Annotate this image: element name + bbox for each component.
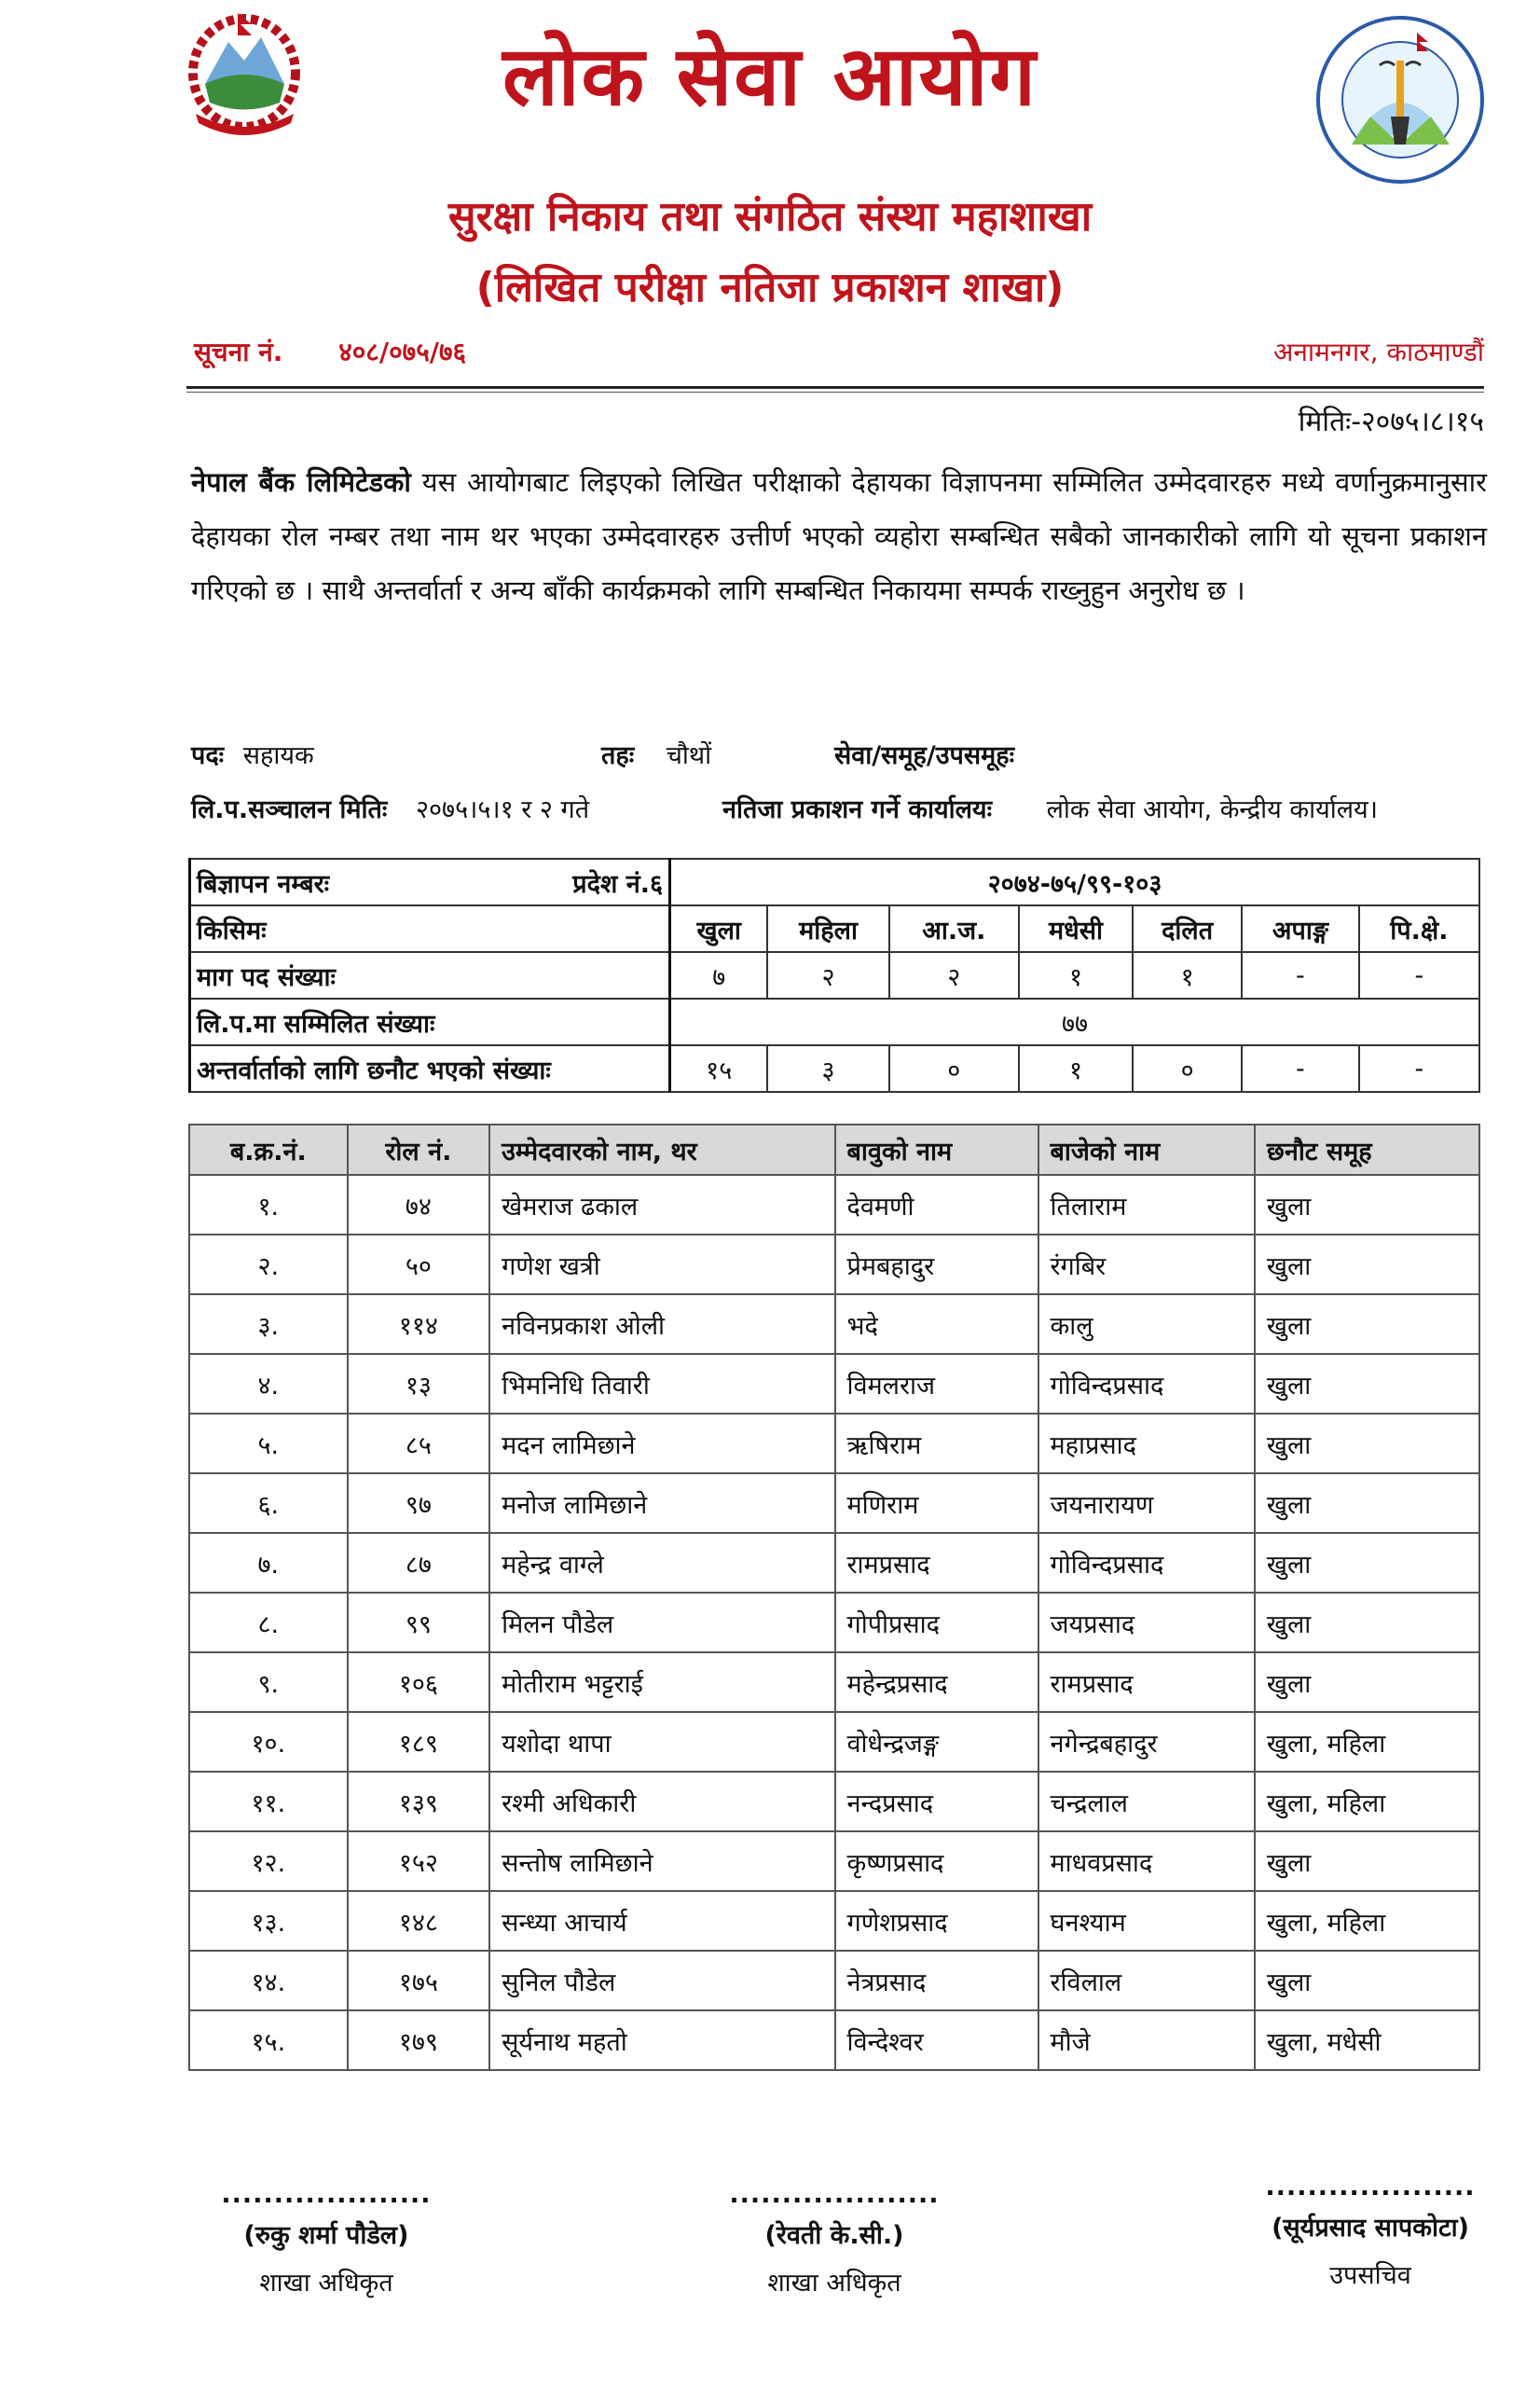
roll-number: १०६	[348, 1652, 489, 1712]
serial-number: ४.	[189, 1354, 348, 1414]
selected-count: १	[1019, 1045, 1133, 1092]
father-name: गणेशप्रसाद	[835, 1891, 1038, 1951]
column-header: छनौट समूह	[1255, 1125, 1479, 1175]
level-label: तहः	[601, 741, 635, 770]
table-row	[189, 2010, 1479, 2070]
selection-group: खुला	[1255, 1533, 1479, 1593]
table-row	[189, 1235, 1479, 1294]
address: अनामनगर, काठमाण्डौं	[1272, 337, 1484, 367]
results-header-row	[189, 1125, 1479, 1175]
roll-number: १७५	[348, 1951, 489, 2010]
ad-number: २०७४-७५/९९-१०३	[670, 859, 1480, 905]
selection-group: खुला	[1255, 1652, 1479, 1712]
serial-number: १४.	[189, 1951, 348, 2010]
roll-number: ७४	[348, 1175, 489, 1235]
column-header: ब.क्र.नं.	[189, 1125, 348, 1175]
candidate-name: मनोज लामिछाने	[489, 1473, 834, 1533]
father-name: भदे	[835, 1294, 1038, 1354]
roll-number: ९९	[348, 1593, 489, 1652]
selection-group: खुला, मधेसी	[1255, 2010, 1479, 2070]
roll-number: १४८	[348, 1891, 489, 1951]
grandfather-name: तिलाराम	[1038, 1175, 1255, 1235]
notice-label: सूचना नं.	[194, 337, 283, 367]
selection-group: खुला	[1255, 1294, 1479, 1354]
type-label: किसिमः	[190, 905, 670, 952]
demand-count: २	[889, 952, 1019, 999]
demand-count: ७	[670, 952, 768, 999]
exam-date-label: लि.प.सञ्चालन मितिः	[191, 795, 388, 824]
table-row	[189, 1891, 1479, 1951]
category-header: अपाङ्ग	[1242, 905, 1359, 952]
father-name: नेत्रप्रसाद	[835, 1951, 1038, 2010]
signature-block-3	[1231, 2173, 1510, 2291]
father-name: रामप्रसाद	[835, 1533, 1038, 1593]
category-header: आ.ज.	[889, 905, 1019, 952]
category-header: महिला	[767, 905, 888, 952]
summary-row-demand	[190, 952, 1480, 999]
grandfather-name: रामप्रसाद	[1038, 1652, 1255, 1712]
table-row	[189, 1414, 1479, 1473]
selection-group: खुला, महिला	[1255, 1712, 1479, 1772]
candidate-name: सन्तोष लामिछाने	[489, 1831, 834, 1891]
selection-group: खुला, महिला	[1255, 1772, 1479, 1831]
signatory-role: उपसचिव	[1329, 2261, 1411, 2290]
ad-label: बिज्ञापन नम्बरः	[197, 869, 330, 899]
grandfather-name: जयनारायण	[1038, 1473, 1255, 1533]
serial-number: २.	[189, 1235, 348, 1294]
candidate-name: नविनप्रकाश ओली	[489, 1294, 834, 1354]
office-label: नतिजा प्रकाशन गर्ने कार्यालयः	[722, 795, 993, 824]
summary-row-ad	[190, 859, 1480, 905]
table-row	[189, 1294, 1479, 1354]
selection-group: खुला	[1255, 1235, 1479, 1294]
table-row	[189, 1831, 1479, 1891]
summary-row-appeared	[190, 999, 1480, 1045]
ad-cell	[190, 859, 670, 905]
selection-group: खुला	[1255, 1593, 1479, 1652]
category-header: पि.क्षे.	[1359, 905, 1479, 952]
notice-date: मितिः-२०७५।८।१५	[1298, 406, 1484, 438]
category-header: खुला	[670, 905, 768, 952]
grandfather-name: गोविन्दप्रसाद	[1038, 1354, 1255, 1414]
selection-group: खुला	[1255, 1175, 1479, 1235]
grandfather-name: घनश्याम	[1038, 1891, 1255, 1951]
results-table	[188, 1124, 1480, 2071]
roll-number: ८७	[348, 1533, 489, 1593]
column-header: बावुको नाम	[835, 1125, 1038, 1175]
candidate-name: मिलन पौडेल	[489, 1593, 834, 1652]
serial-number: ६.	[189, 1473, 348, 1533]
selected-count: ३	[767, 1045, 888, 1092]
column-header: उम्मेदवारको नाम, थर	[489, 1125, 834, 1175]
post-value: सहायक	[242, 741, 314, 770]
selected-label: अन्तर्वार्ताको लागि छनौट भएको संख्याः	[190, 1045, 670, 1092]
grandfather-name: जयप्रसाद	[1038, 1593, 1255, 1652]
page-title: लोक सेवा आयोग	[502, 28, 1038, 124]
serial-number: ९.	[189, 1652, 348, 1712]
candidate-name: यशोदा थापा	[489, 1712, 834, 1772]
father-name: देवमणी	[835, 1175, 1038, 1235]
table-row	[189, 1533, 1479, 1593]
roll-number: १३९	[348, 1772, 489, 1831]
demand-count: १	[1133, 952, 1242, 999]
serial-number: १.	[189, 1175, 348, 1235]
demand-count: २	[767, 952, 888, 999]
grandfather-name: रंगबिर	[1038, 1235, 1255, 1294]
selected-count: -	[1242, 1045, 1359, 1092]
grandfather-name: चन्द्रलाल	[1038, 1772, 1255, 1831]
service-field	[834, 737, 1014, 771]
candidate-name: गणेश खत्री	[489, 1235, 834, 1294]
table-row	[189, 1473, 1479, 1533]
father-name: महेन्द्रप्रसाद	[835, 1652, 1038, 1712]
roll-number: १५२	[348, 1831, 489, 1891]
signatory-role: शाखा अधिकृत	[259, 2269, 393, 2298]
serial-number: ३.	[189, 1294, 348, 1354]
demand-count: १	[1019, 952, 1133, 999]
selection-group: खुला	[1255, 1354, 1479, 1414]
grandfather-name: नगेन्द्रबहादुर	[1038, 1712, 1255, 1772]
table-row	[189, 1951, 1479, 2010]
notice-number: ४०८/०७५/७६	[338, 337, 467, 367]
serial-number: १५.	[189, 2010, 348, 2070]
selected-count: ०	[1133, 1045, 1242, 1092]
grandfather-name: गोविन्दप्रसाद	[1038, 1533, 1255, 1593]
candidate-name: भिमनिधि तिवारी	[489, 1354, 834, 1414]
candidate-name: खेमराज ढकाल	[489, 1175, 834, 1235]
signature-block-2	[722, 2180, 946, 2298]
post-field	[191, 737, 314, 771]
header-divider	[186, 386, 1484, 389]
candidate-name: सूर्यनाथ महतो	[489, 2010, 834, 2070]
roll-number: १७९	[348, 2010, 489, 2070]
post-label: पदः	[191, 741, 225, 770]
demand-label: माग पद संख्याः	[190, 952, 670, 999]
father-name: प्रेमबहादुर	[835, 1235, 1038, 1294]
column-header: रोल नं.	[348, 1125, 489, 1175]
level-field	[601, 737, 711, 771]
selected-count: ०	[889, 1045, 1019, 1092]
serial-number: १२.	[189, 1831, 348, 1891]
appeared-label: लि.प.मा सम्मिलित संख्याः	[190, 999, 670, 1045]
father-name: विमलराज	[835, 1354, 1038, 1414]
office-field	[722, 791, 1378, 825]
roll-number: १३	[348, 1354, 489, 1414]
signatory-name: (रेवती के.सी.)	[764, 2221, 904, 2250]
signature-line: ....................	[729, 2180, 940, 2209]
selection-group: खुला	[1255, 1414, 1479, 1473]
serial-number: ५.	[189, 1414, 348, 1473]
roll-number: ८५	[348, 1414, 489, 1473]
notice-paragraph	[191, 455, 1487, 617]
table-row	[189, 1593, 1479, 1652]
roll-number: ५०	[348, 1235, 489, 1294]
father-name: नन्दप्रसाद	[835, 1772, 1038, 1831]
signature-line: ....................	[221, 2180, 432, 2209]
exam-date-value: २०७५।५।१ र २ गते	[415, 795, 590, 824]
roll-number: ११४	[348, 1294, 489, 1354]
father-name: गोपीप्रसाद	[835, 1593, 1038, 1652]
serial-number: ११.	[189, 1772, 348, 1831]
province-label: प्रदेश नं.६	[572, 869, 663, 899]
roll-number: ९७	[348, 1473, 489, 1533]
selected-count: -	[1359, 1045, 1479, 1092]
summary-table	[188, 858, 1480, 1093]
demand-count: -	[1359, 952, 1479, 999]
signatory-name: (सूर्यप्रसाद सापकोटा)	[1272, 2214, 1469, 2243]
service-label: सेवा/समूह/उपसमूहः	[834, 741, 1015, 770]
signature-block-1	[214, 2180, 438, 2298]
candidate-name: सन्ध्या आचार्य	[489, 1891, 834, 1951]
serial-number: १०.	[189, 1712, 348, 1772]
signatory-name: (रुकु शर्मा पौडेल)	[243, 2221, 409, 2250]
column-header: बाजेको नाम	[1038, 1125, 1255, 1175]
table-row	[189, 1175, 1479, 1235]
father-name: वोधेन्द्रजङ्ग	[835, 1712, 1038, 1772]
appeared-value: ७७	[670, 999, 1480, 1045]
father-name: मणिराम	[835, 1473, 1038, 1533]
serial-number: ८.	[189, 1593, 348, 1652]
candidate-name: रश्मी अधिकारी	[489, 1772, 834, 1831]
summary-row-selected	[190, 1045, 1480, 1092]
grandfather-name: माधवप्रसाद	[1038, 1831, 1255, 1891]
candidate-name: मोतीराम भट्टराई	[489, 1652, 834, 1712]
division-name: सुरक्षा निकाय तथा संगठित संस्था महाशाखा	[447, 193, 1093, 241]
father-name: कृष्णप्रसाद	[835, 1831, 1038, 1891]
category-header: दलित	[1133, 905, 1242, 952]
candidate-name: महेन्द्र वाग्ले	[489, 1533, 834, 1593]
grandfather-name: रविलाल	[1038, 1951, 1255, 2010]
header-divider-thin	[186, 392, 1484, 393]
summary-row-types	[190, 905, 1480, 952]
notice-body-text: यस आयोगबाट लिइएको लिखित परीक्षाको देहायका विज्ञापनमा सम्मिलित उम्मेदवारहरु मध्ये वर्णानुक्रमानुसार देहायका रोल नम्बर तथा नाम थर भएका उम्मेदवारहरु उत्तीर्ण भएको व्यहोरा सम्बन्धित सबैको जानकारीको लागि यो सूचना प्रकाशन गरिएको छ । साथै अन्तर्वार्ता र अन्य बाँकी कार्यक्रमको लागि सम्बन्धित निकायमा सम्पर्क राख्नुहुन अनुरोध छ ।	[191, 466, 1487, 606]
selection-group: खुला, महिला	[1255, 1891, 1479, 1951]
grandfather-name: महाप्रसाद	[1038, 1414, 1255, 1473]
office-value: लोक सेवा आयोग, केन्द्रीय कार्यालय।	[1046, 795, 1378, 824]
serial-number: १३.	[189, 1891, 348, 1951]
exam-date-field	[191, 791, 589, 825]
grandfather-name: मौजे	[1038, 2010, 1255, 2070]
section-name: (लिखित परीक्षा नतिजा प्रकाशन शाखा)	[475, 264, 1065, 311]
notice-number-block	[194, 334, 466, 369]
category-header: मधेसी	[1019, 905, 1133, 952]
signatory-role: शाखा अधिकृत	[767, 2269, 901, 2298]
selected-count: १५	[670, 1045, 768, 1092]
level-value: चौथों	[666, 741, 712, 770]
candidate-name: मदन लामिछाने	[489, 1414, 834, 1473]
table-row	[189, 1772, 1479, 1831]
roll-number: १८९	[348, 1712, 489, 1772]
father-name: विन्देश्वर	[835, 2010, 1038, 2070]
table-row	[189, 1652, 1479, 1712]
selection-group: खुला	[1255, 1951, 1479, 2010]
selection-group: खुला	[1255, 1831, 1479, 1891]
serial-number: ७.	[189, 1533, 348, 1593]
table-row	[189, 1712, 1479, 1772]
organization-name: नेपाल बैंक लिमिटेडको	[191, 466, 411, 498]
signature-line: ....................	[1265, 2173, 1476, 2202]
candidate-name: सुनिल पौडेल	[489, 1951, 834, 2010]
grandfather-name: कालु	[1038, 1294, 1255, 1354]
demand-count: -	[1242, 952, 1359, 999]
table-row	[189, 1354, 1479, 1414]
father-name: ऋषिराम	[835, 1414, 1038, 1473]
selection-group: खुला	[1255, 1473, 1479, 1533]
results-body	[189, 1175, 1479, 2070]
